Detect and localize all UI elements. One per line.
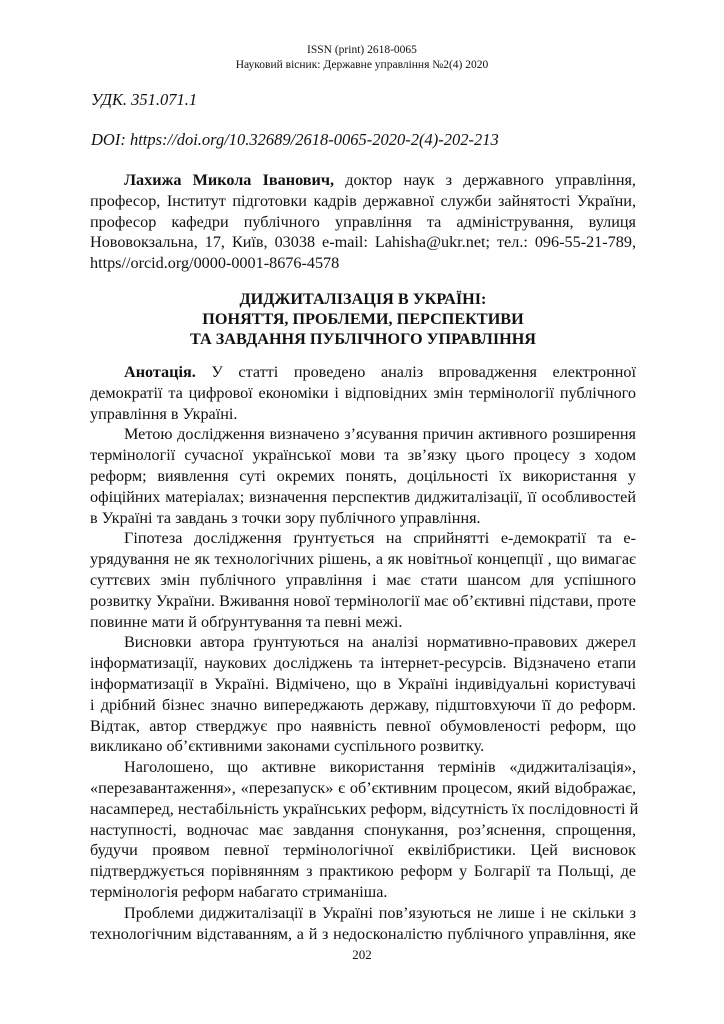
- line-text: підтверджується порівнянням з практикою реформ у Болгарії та Польщі, де: [90, 862, 636, 881]
- text-line: [90, 695, 636, 716]
- running-header-issn: ISSN (print) 2618-0065: [307, 44, 417, 56]
- line-text: професор кафедри публічного управління та адміністрування, вулиця: [90, 212, 636, 231]
- line-text: реформ; виявлення суті окремих понять, доцільності їх використання у: [90, 466, 636, 485]
- bold-lead: Анотація.: [124, 363, 196, 381]
- page-number: 202: [352, 947, 372, 962]
- text-line: [90, 736, 636, 757]
- text-line: [90, 674, 636, 695]
- title-line: ТА ЗАВДАННЯ ПУБЛІЧНОГО УПРАВЛІННЯ: [189, 330, 536, 348]
- line-text: офіційних матеріалах; визначення перспектив диджиталізації, її особливостей: [90, 487, 636, 506]
- line-text: Гіпотеза дослідження ґрунтується на сприйнятті е-демократії та е-: [124, 529, 636, 548]
- text-line: [90, 170, 636, 191]
- line-text: розвитку України. Вживання нової термінології має об’єктивні підстави, проте: [90, 591, 636, 610]
- line-text: Нововокзальна, 17, Київ, 03038 e-mail: Lahisha@ukr.net; тел.: 096-55-21-789,: [90, 233, 636, 252]
- text-line: [90, 716, 636, 737]
- text-line: [90, 212, 636, 233]
- text-line: [90, 778, 636, 799]
- line-text: і дрібний бізнес значно випереджають державу, підштовхуючи її до реформ.: [90, 695, 636, 714]
- line-text: термінологія реформ набагато стриманіша.: [90, 882, 388, 901]
- line-text: Відтак, автор стверджує про наявність певної обумовленості реформ, що: [90, 716, 636, 735]
- line-text: «перезавантаження», «перезапуск» є об’єктивним процесом, який відображає,: [90, 778, 636, 797]
- line-text: демократії та цифрової економіки і відповідних змін термінології публічного: [90, 383, 636, 402]
- line-text: насамперед, нестабільність українських реформ, відсутність їх послідовності й: [90, 799, 639, 818]
- running-header-journal: Науковий вісник: Державне управління №2(4) 2020: [235, 59, 489, 71]
- line-text: професор, Інститут підготовки кадрів державної служби зайнятості України,: [90, 191, 636, 210]
- text-line: [90, 757, 636, 778]
- line-text: Висновки автора ґрунтуються на аналізі нормативно-правових джерел: [124, 633, 636, 652]
- article-title: [90, 289, 636, 349]
- paragraph: [90, 903, 636, 945]
- paragraph: [90, 528, 636, 632]
- line-text: доктор наук з державного управління,: [334, 171, 636, 189]
- text-line: [90, 861, 636, 882]
- paragraph: [90, 424, 636, 528]
- text-line: [90, 253, 636, 274]
- line-text: в Україні та завдань з точки зору публічного управління.: [90, 508, 481, 527]
- bold-lead: Лахижа Микола Іванович,: [124, 171, 335, 189]
- line-text: управління в Україні.: [90, 404, 238, 423]
- line-text: Метою дослідження визначено з’ясування причин активного розширення: [124, 425, 636, 444]
- paragraph: [90, 757, 639, 903]
- text-line: [90, 632, 636, 653]
- text-line: [90, 549, 636, 570]
- doi-link[interactable]: DOI: https://doi.org/10.32689/2618-0065-2020-2(4)-202-213: [91, 130, 499, 149]
- line-text: технологічним відставанням, а й з недосконалістю публічного управління, яке: [90, 924, 636, 943]
- line-text: Наголошено, що активне використання термінів «диджиталізація»,: [124, 758, 636, 777]
- line-text: будучи проявом певної термінологічної еквілібристики. Цей висновок: [90, 841, 636, 860]
- text-line: [90, 445, 636, 466]
- line-text: Проблеми диджиталізації в Україні пов’язуються не лише і не скільки з: [124, 903, 636, 922]
- text-line: [90, 840, 636, 861]
- line-text: суттєвих змін публічного управління і має стати шансом для успішного: [90, 570, 636, 589]
- text-line: [90, 653, 636, 674]
- text-line: [90, 591, 636, 612]
- text-line: [90, 487, 636, 508]
- text-line: [90, 466, 636, 487]
- text-line: [90, 424, 636, 445]
- text-line: [90, 232, 636, 253]
- text-line: [90, 570, 636, 591]
- line-text: викликано об’єктивними законами суспільного розвитку.: [90, 737, 485, 756]
- abstract-body: [90, 362, 639, 944]
- text-line: [90, 924, 636, 945]
- paragraph: [90, 170, 636, 274]
- line-text: інформатизації, наукових досліджень та інтернет-ресурсів. Відзначено етапи: [90, 654, 636, 673]
- line-text: термінології сучасної української мови та зв’язку цього процесу з ходом: [90, 446, 636, 465]
- title-line: ПОНЯТТЯ, ПРОБЛЕМИ, ПЕРСПЕКТИВИ: [202, 310, 524, 328]
- line-text: інформатизації в Україні. Відмічено, що в Україні індивідуальні користувачі: [90, 674, 636, 693]
- text-line: [90, 903, 636, 924]
- text-line: [90, 383, 636, 404]
- text-line: [90, 799, 639, 820]
- text-line: [90, 612, 636, 633]
- text-line: [90, 404, 636, 425]
- text-line: [90, 191, 636, 212]
- line-text: У статті проведено аналіз впровадження електронної: [195, 363, 636, 381]
- text-line: [90, 362, 636, 383]
- line-text: наступності, водночас має завдання спонукання, роз’яснення, спрощення,: [90, 820, 636, 839]
- paragraph: [90, 362, 636, 424]
- text-line: [90, 508, 636, 529]
- udc-code: УДК. 351.071.1: [91, 90, 198, 109]
- line-text: урядування не як технологічних рішень, а як новітньої концепції , що вимагає: [90, 550, 636, 569]
- paragraph: [90, 632, 636, 757]
- text-line: [90, 528, 636, 549]
- line-text: https//orcid.org/0000-0001-8676-4578: [90, 254, 340, 273]
- title-line: ДИДЖИТАЛІЗАЦІЯ В УКРАЇНІ:: [239, 290, 487, 308]
- author-info: [90, 170, 636, 274]
- text-line: [90, 882, 636, 903]
- text-line: [90, 820, 636, 841]
- line-text: повинне мати й обґрунтування та певні межі.: [90, 612, 403, 631]
